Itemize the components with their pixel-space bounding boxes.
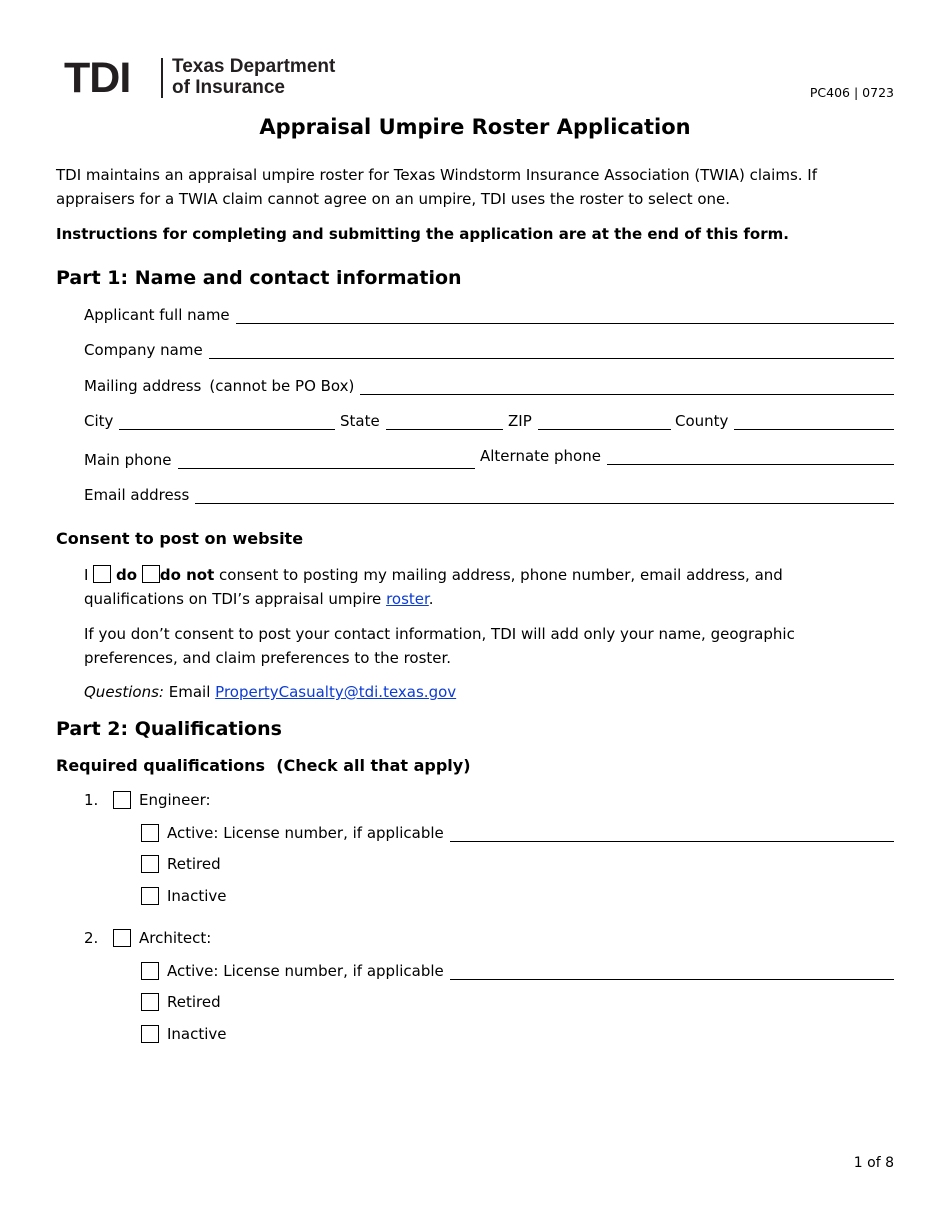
- consent-prefix: I: [84, 566, 89, 584]
- alt-phone-label: Alternate phone: [480, 447, 601, 465]
- logo-line2: of Insurance: [172, 77, 285, 98]
- engineer-inactive-label: Inactive: [167, 887, 227, 905]
- consent-do-not-label: do not: [159, 566, 215, 584]
- qualifications-subheading: Required qualifications (Check all that apply): [56, 756, 471, 775]
- logo-text: [172, 56, 335, 98]
- item-number: 2.: [84, 929, 99, 947]
- consent-heading: Consent to post on website: [56, 529, 304, 548]
- logo-divider: [161, 58, 163, 98]
- page-title: Appraisal Umpire Roster Application: [259, 115, 691, 139]
- roster-link[interactable]: roster: [386, 590, 429, 608]
- architect-active-checkbox[interactable]: [141, 962, 159, 980]
- questions-text: Email: [168, 683, 211, 701]
- questions-label: Questions:: [84, 683, 164, 701]
- mailing-input[interactable]: [360, 376, 894, 395]
- page-number: 1 of 8: [853, 1155, 894, 1171]
- engineer-checkbox[interactable]: [113, 791, 131, 809]
- instructions-note: Instructions for completing and submitting the application are at the end of this form.: [56, 225, 789, 243]
- mailing-field[interactable]: [84, 376, 894, 395]
- consent-period: .: [428, 590, 434, 608]
- main-phone-input[interactable]: [178, 450, 475, 469]
- full-name-input[interactable]: [236, 305, 894, 324]
- engineer-label: Engineer:: [139, 791, 211, 809]
- item-number: 1.: [84, 791, 99, 809]
- part1-heading: Part 1: Name and contact information: [56, 267, 462, 289]
- architect-license-input[interactable]: [450, 961, 894, 980]
- consent-do-not-checkbox[interactable]: [142, 565, 160, 583]
- state-field[interactable]: [340, 411, 503, 430]
- mailing-label: Mailing address: [84, 377, 202, 395]
- company-field[interactable]: [84, 340, 894, 359]
- intro-text: TDI maintains an appraisal umpire roster for Texas Windstorm Insurance Association (TWIA) claims. If appraisers for a TWIA claim cannot agree on an umpire, TDI uses the roster to select one.: [56, 166, 818, 208]
- main-phone-label: Main phone: [84, 451, 172, 469]
- architect-inactive-row: [141, 1025, 227, 1043]
- engineer-active-label: Active: License number, if applicable: [167, 823, 444, 842]
- zip-label: ZIP: [508, 412, 532, 430]
- engineer-active-checkbox[interactable]: [141, 824, 159, 842]
- county-field[interactable]: [675, 411, 894, 430]
- email-label: Email address: [84, 486, 190, 504]
- architect-inactive-label: Inactive: [167, 1025, 227, 1043]
- engineer-license-input[interactable]: [450, 823, 894, 842]
- consent-do-label: do: [116, 566, 138, 584]
- tdi-logo: [64, 56, 364, 100]
- architect-retired-row: [141, 993, 221, 1011]
- city-field[interactable]: [84, 411, 335, 430]
- engineer-retired-row: [141, 855, 221, 873]
- engineer-retired-label: Retired: [167, 855, 221, 873]
- logo-line1: Texas Department: [172, 56, 336, 77]
- consent-text: consent to posting my mailing address, phone number, email address, and qualifications on TDI’s appraisal umpire: [84, 566, 783, 608]
- architect-active-row: [141, 961, 894, 980]
- zip-input[interactable]: [538, 411, 671, 430]
- zip-field[interactable]: [508, 411, 671, 430]
- engineer-retired-checkbox[interactable]: [141, 855, 159, 873]
- logo-mark: TDI: [64, 54, 131, 102]
- main-phone-field[interactable]: [84, 450, 475, 469]
- city-label: City: [84, 412, 114, 430]
- consent-do-checkbox[interactable]: [93, 565, 111, 583]
- email-field[interactable]: [84, 485, 894, 504]
- state-input[interactable]: [386, 411, 503, 430]
- county-label: County: [675, 412, 729, 430]
- form-number: PC406 | 0723: [809, 85, 894, 100]
- alt-phone-field[interactable]: [480, 446, 894, 465]
- part2-heading: Part 2: Qualifications: [56, 718, 282, 740]
- engineer-inactive-row: [141, 887, 227, 905]
- county-input[interactable]: [734, 411, 894, 430]
- architect-item: [84, 929, 211, 947]
- architect-retired-checkbox[interactable]: [141, 993, 159, 1011]
- questions-line: [84, 680, 864, 704]
- consent-note: If you don’t consent to post your contact information, TDI will add only your name, geographic preferences, and claim preferences to the roster.: [84, 625, 795, 667]
- contact-email-link[interactable]: PropertyCasualty@tdi.texas.gov: [215, 683, 457, 701]
- engineer-active-row: [141, 823, 894, 842]
- company-label: Company name: [84, 341, 203, 359]
- architect-label: Architect:: [139, 929, 212, 947]
- engineer-item: [84, 791, 211, 809]
- full-name-field[interactable]: [84, 305, 894, 324]
- mailing-note: (cannot be PO Box): [209, 377, 355, 395]
- architect-inactive-checkbox[interactable]: [141, 1025, 159, 1043]
- architect-retired-label: Retired: [167, 993, 221, 1011]
- consent-statement: [84, 563, 864, 611]
- engineer-inactive-checkbox[interactable]: [141, 887, 159, 905]
- architect-checkbox[interactable]: [113, 929, 131, 947]
- alt-phone-input[interactable]: [607, 446, 894, 465]
- email-input[interactable]: [195, 485, 894, 504]
- city-input[interactable]: [119, 411, 335, 430]
- state-label: State: [340, 412, 380, 430]
- company-input[interactable]: [209, 340, 894, 359]
- full-name-label: Applicant full name: [84, 306, 230, 324]
- architect-active-label: Active: License number, if applicable: [167, 961, 444, 980]
